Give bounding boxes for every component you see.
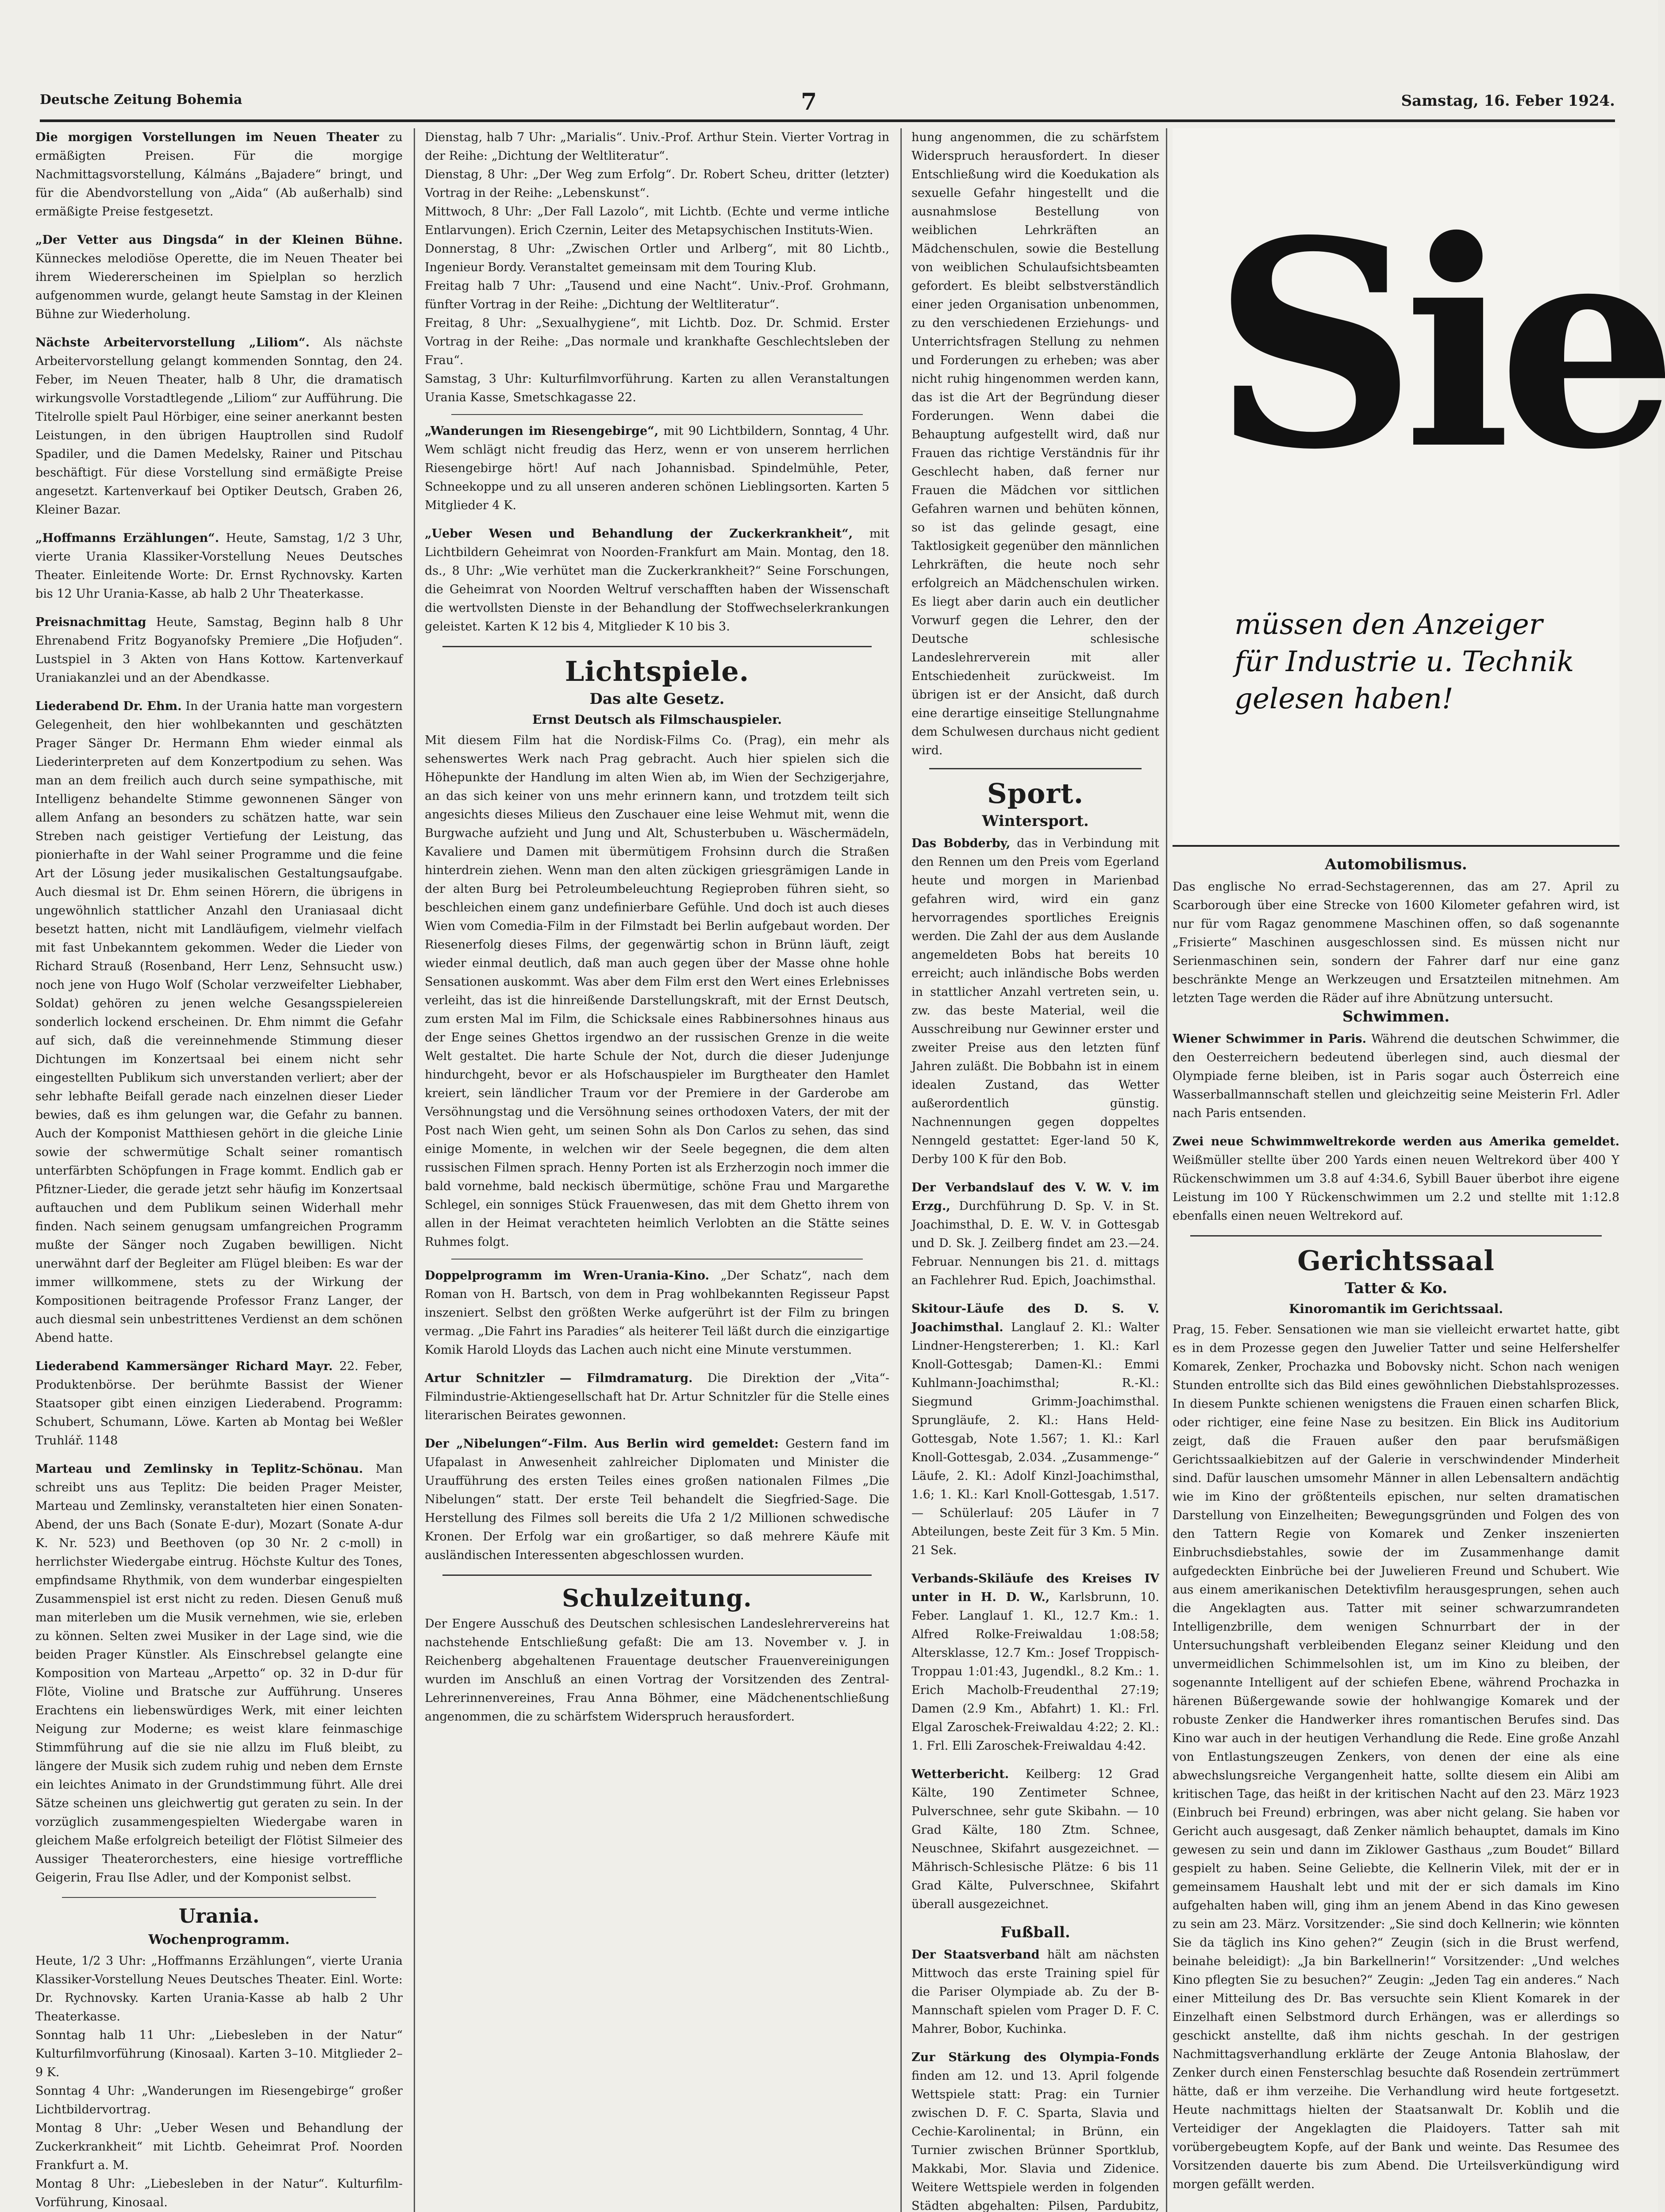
divider bbox=[1190, 1235, 1602, 1237]
article: Artur Schnitzler — Filmdramaturg. Die Direktion der „Vita“-Filmindustrie-Aktiengesellschaft hat Dr. Artur Schnitzler für die Stelle eines literarischen Beirates gewonnen. bbox=[425, 1371, 889, 1422]
section-title-urania: Urania. bbox=[178, 1905, 260, 1928]
article: Die morgigen Vorstellungen im Neuen Theater zu ermäßigten Preisen. Für die morgige Nachmittagsvorstellung, Kálmáns „Bajadere“ bringt, und für die Abendvorstellung von „Aida“ (Ab außerhalb) sind ermäßigte Preise festgesetzt. bbox=[35, 131, 403, 219]
header-masthead: Deutsche Zeitung Bohemia bbox=[40, 92, 242, 108]
article-body: Der Engere Ausschuß des Deutschen schlesischen Landeslehrervereins hat nachstehende Entschließung gefaßt: Die am 13. November v. J. in Reichenberg abgehaltenen Frauentage deutscher Frauenvereinigungen wurden im Anschluß an einen Vortrag der Vorsitzenden des Zentral-Lehrerinnenvereines, Frau Anna Böhmer, eine Mädchenentschließung angenommen, die zu schärfstem Widerspruch herausfordert. bbox=[425, 1617, 889, 1724]
list-item: Dienstag, 8 Uhr: „Der Weg zum Erfolg“. Dr. Robert Scheu, dritter (letzter) Vortrag in der Reihe: „Lebenskunst“. bbox=[425, 168, 889, 200]
list-item: Sonntag 4 Uhr: „Wanderungen im Riesengebirge“ großer Lichtbildervortrag. bbox=[35, 2084, 403, 2116]
column-2 bbox=[425, 128, 889, 2212]
column-rule bbox=[900, 128, 902, 2212]
section-subtitle: Automobilismus. bbox=[1325, 856, 1467, 873]
article: Wetterbericht. Keilberg: 12 Grad Kälte, 190 Zentimeter Schnee, Pulverschnee, sehr gute Skibahn. — 10 Grad Kälte, 180 Ztm. Schnee, Neuschnee, Skifahrt ausgezeichnet. — Mährisch-Schlesische Plätze: 6 bis 11 Grad Kälte, Pulverschnee, Skifahrt überall ausgezeichnet. bbox=[911, 1767, 1159, 1911]
article: „Wanderungen im Riesengebirge“, mit 90 Lichtbildern, Sonntag, 4 Uhr. Wem schlägt nicht freudig das Herz, wenn er von unserem herrlichen Riesengebirge hört! Auf nach Johannisbad. Spindelmühle, Peter, Schneekoppe und zu all unseren anderen schönen Lieblingsorten. Karten 5 Mitglieder 4 K. bbox=[425, 424, 889, 512]
list-item: Donnerstag, 8 Uhr: „Zwischen Ortler und Arlberg“, mit 80 Lichtb., Ingenieur Bordy. Veranstaltet gemeinsam mit dem Touring Klub. bbox=[425, 242, 889, 274]
ad-logo: Sie bbox=[1212, 179, 1665, 511]
section-title-schulzeitung: Schulzeitung. bbox=[562, 1584, 752, 1612]
divider bbox=[929, 768, 1142, 769]
article-body: Das englische No errad-Sechstagerennen, das am 27. April zu Scarborough über eine Strecke von 1600 Kilometer gefahren wird, ist nur für vom Ragaz genommene Maschinen offen, so daß sogenannte „Frisierte“ Maschinen ausgeschlossen sind. Es müssen nicht nur Serienmaschinen sein, sondern der Fahrer darf nur eine ganz beschränkte Menge an Werkzeugen und Ersatzteilen mitnehmen. Am letzten Tage werden die Räder auf ihre Abnützung untersucht. bbox=[1173, 880, 1619, 1005]
column-rule bbox=[414, 128, 415, 2212]
column-1 bbox=[35, 128, 403, 2212]
article: Marteau und Zemlinsky in Teplitz-Schönau. Man schreibt uns aus Teplitz: Die beiden Prager Meister, Marteau und Zemlinsky, veranstalteten hier einen Sonaten-Abend, der uns Bach (Sonate E-dur), Mozart (Sonate A-dur K. Nr. 523) und Beethoven (op 30 Nr. 2 c-moll) in herrlichster Wiedergabe eintrug. Höchste Kultur des Tones, empfindsame Rhythmik, von dem wunderbar eingespielten Zusammenspiel ist erst nicht zu reden. Diesen Genuß muß man miterleben um die Musik vernehmen, wie sie, erleben zu können. Selten zwei Musiker in der Lage sind, wie die beiden Prager Künstler. Als Einschrebsel gelangte eine Komposition von Marteau „Arpetto“ op. 32 in D-dur für Flöte, Violine und Bratsche zur Aufführung. Unseres Erachtens ein liebenswürdiges Werk, mit einer leichten Neigung zur Moderne; es weist klare feinmaschige Stimmführung auf die sie nie allzu im Fluß bleibt, zu längere der Musik sich zudem ruhig und neben dem Ernste ein leichtes Animato in der Grundstimmung führt. Alle drei Sätze scheinen uns gleichwertig gut geraten zu sein. In der vorzüglich zusammengespielten Wiedergabe waren in gleichem Maße erfolgreich beteiligt der Flötist Silmeier des Aussiger Theaterorchesters, eine hiesige vortreffliche Geigerin, Frau Ilse Adler, und der Komponist selbst. bbox=[35, 1462, 403, 1885]
page-header bbox=[40, 88, 1615, 122]
article: Zwei neue Schwimmweltrekorde werden aus Amerika gemeldet. Weißmüller stellte über 200 Yards einen neuen Weltrekord über 400 Y Rückenschwimmen um 3.8 auf 4:34.6, Sybill Bauer überbot ihre eigene Leistung im 100 Y Rückenschwimmen um 2.2 und stellte mit 1:12.8 ebenfalls einen neuen Weltrekord auf. bbox=[1173, 1135, 1619, 1223]
article-body: hung angenommen, die zu schärfstem Widerspruch herausfordert. In dieser Entschließung wird die Koedukation als sexuelle Gefahr hingestellt und die ausnahmslose Bestellung von weiblichen Lehrkräften an Mädchenschulen, sowie die Bestellung von weiblichen Schulaufsichtsbeamten gefordert. Es bleibt selbstverständlich einer jeden Organisation unbenommen, zu den verschiedenen Erziehungs- und Unterrichtsfragen Stellung zu nehmen und Forderungen zu erheben; was aber nicht ruhig hingenommen werden kann, das ist die Art der Begründung dieser Forderungen. Wenn dabei die Behauptung aufgestellt wird, daß nur Frauen das richtige Verständnis für ihr Geschlecht haben, daß ferner nur Frauen die Mädchen vor sittlichen Gefahren warnen und behüten können, so ist das gelinde gesagt, eine Taktlosigkeit gegenüber den männlichen Lehrkräften, die heute noch sehr erfolgreich an Mädchenschulen wirken. Es liegt aber darin auch ein deutlicher Vorwurf gegen die Lehrer, den der Deutsche schlesische Landeslehrerverein mit aller Entschiedenheit zurückweist. Im übrigen ist er der Ansicht, daß durch eine derartige einseitige Stellungnahme dem Schulwesen durchaus nicht gedient wird. bbox=[911, 131, 1159, 757]
divider bbox=[442, 646, 872, 647]
list-item: Montag 8 Uhr: „Ueber Wesen und Behandlung der Zuckerkrankheit“ mit Lichtb. Geheimrat Prof. Noorden Frankfurt a. M. bbox=[35, 2121, 403, 2172]
column-4 bbox=[1173, 128, 1665, 2212]
article-title: Das alte Gesetz. bbox=[589, 690, 725, 708]
divider bbox=[451, 1259, 863, 1260]
section-title-sport: Sport. bbox=[987, 777, 1084, 810]
divider bbox=[62, 1897, 376, 1898]
list-item: Freitag halb 7 Uhr: „Tausend und eine Nacht“. Univ.-Prof. Grohmann, fünfter Vortrag in der Reihe: „Dichtung der Weltliteratur“. bbox=[425, 279, 889, 311]
article-body: Mit diesem Film hat die Nordisk-Films Co. (Prag), ein mehr als sehenswertes Werk nach Prag gebracht. Auch hier spielen sich die Höhepunkte der Handlung im alten Wien ab, im Wien der Sechzigerjahre, an das sich keiner von uns mehr erinnern kann, und trotzdem teilt sich angesichts dieses Milieus den Zuschauer eine leise Wehmut mit, wenn die Burgwache aufzieht und Jung und Alt, Schusterbuben u. Wäschermädeln, Kavaliere und Damen mit übermütigem Frohsinn durch die Straßen hinterdrein ziehen. Wenn man den alten zückigen griesgrämigen Lande in der alten Burg bei Petroleumbeleuchtung Regieproben führen sieht, so beschleichen einem ganz undefinierbare Gefühle. Und doch ist auch dieses Wien vom Comedia-Film in der Filmstadt bei Berlin aufgebaut worden. Der Riesenerfolg dieses Films, der gegenwärtig schon in Brünn läuft, zeigt wieder einmal deutlich, daß man auch gegen über der Masse ohne hohle Sensationen auskommt. Was aber dem Film erst den Wert eines Erlebnisses verleiht, das ist die hinreißende Darstellungskraft, mit der Ernst Deutsch, zum ersten Mal im Film, die Schicksale eines Rabbinersohnes hinaus aus der Enge seines Ghettos irgendwo an der russischen Grenze in die weite Welt gestaltet. Die harte Schule der Not, durch die dieser Judenjunge hindurchgeht, bevor er als Hofschauspieler im Burgtheater den Hamlet kreiert, sein ländlicher Traum vor der Premiere in der Garderobe am Versöhnungstag und die Versöhnung seines orthodoxen Vaters, der mit der Post nach Wien geht, um seinen Sohn als Don Carlos zu sehen, das sind einige Momente, in welchen wir der Seele begegnen, die dem alten russischen Filmen sprach. Henny Porten ist als Erzherzogin noch immer die bald vornehme, bald neckisch übermütige, schöne Frau und Margarethe Schlegel, ein sonniges Stück Frauenwesen, das mit dem Ghetto ihrem von allen in der Heimat verachteten heimlich Verlobten an die Stätte seines Ruhmes folgt. bbox=[425, 733, 889, 1249]
article: Zur Stärkung des Olympia-Fonds finden am 12. und 13. April folgende Wettspiele statt: Prag: ein Turnier zwischen D. F. C. Sparta, Slavia und Cechie-Karolinental; in Brünn, ein Turnier zwischen Brünner Sportklub, Makkabi, Mor. Slavia und Zidenice. Weitere Wettspiele werden in folgenden Städten abgehalten: Pilsen, Pardubitz, bbox=[911, 2051, 1159, 2212]
divider bbox=[442, 1575, 872, 1576]
article: Verbands-Skiläufe des Kreises IV unter in H. D. W., Karlsbrunn, 10. Feber. Langlauf 1. Kl., 12.7 Km.: 1. Alfred Rolke-Freiwaldau 1:08:58; Altersklasse, 12.7 Km.: Josef Troppisch-Troppau 1:01:43, Jugendkl., 8.2 Km.: 1. Erich Macholb-Freudenthal 27:19; Damen (2.9 Km., Abfahrt) 1. Kl.: Frl. Elgal Zaroschek-Freiwaldau 4:22; 2. Kl.: 1. Frl. Elli Zaroschek-Freiwaldau 4:42. bbox=[911, 1572, 1159, 1753]
section-subtitle: Wochenprogramm. bbox=[148, 1932, 290, 1947]
article: Skitour-Läufe des D. S. V. Joachimsthal. Langlauf 2. Kl.: Walter Lindner-Hengstererben; 1. Kl.: Karl Knoll-Gottesgab; Damen-Kl.: Emmi Kuhlmann-Joachimsthal; R.-Kl.: Siegmund Grimm-Joachimsthal. Sprungläufe, 2. Kl.: Hans Held-Gottesgab, Note 1.567; 1. Kl.: Karl Knoll-Gottesgab, 2.034. „Zusammenge-“ Läufe, 2. Kl.: Adolf Kinzl-Joachimsthal, 1.6; 1. Kl.: Karl Knoll-Gottesgab, 1.517. — Schülerlauf: 205 Läufer in 7 Abteilungen, beste Zeit für 3 Km. 5 Min. 21 Sek. bbox=[911, 1302, 1159, 1557]
article: Der „Nibelungen“-Film. Aus Berlin wird gemeldet: Gestern fand im Ufapalast in Anwesenheit zahlreicher Diplomaten und Minister die Uraufführung des ersten Teiles eines großen nationalen Filmes „Die Nibelungen“ statt. Der erste Teil behandelt die Siegfried-Sage. Die Herstellung des Filmes soll bereits die Ufa 2 1/2 Millionen schwedische Kronen. Der Erfolg war ein großartiger, so daß mehrere Käufe mit ausländischen Interessenten abgeschlossen wurden. bbox=[425, 1437, 889, 1562]
article-title: Tatter & Ko. bbox=[1344, 1279, 1448, 1297]
advertisement bbox=[1173, 128, 1665, 847]
page-number: 7 bbox=[801, 88, 817, 115]
article: Preisnachmittag Heute, Samstag, Beginn halb 8 Uhr Ehrenabend Fritz Bogyanofsky Premiere „Die Hofjuden“. Lustspiel in 3 Akten von Hans Kottow. Kartenverkauf Uraniakanzlei und an der Abendkasse. bbox=[35, 615, 403, 685]
section-title-gerichtssaal: Gerichtssaal bbox=[1297, 1244, 1495, 1277]
article: Der Verbandslauf des V. W. V. im Erzg., Durchführung D. Sp. V. in St. Joachimsthal, D. E. W. V. in Gottesgab und D. Sk. J. Zeilberg findet am 23.—24. Februar. Nennungen bis 21. d. mittags an Fachlehrer Rud. Epich, Joachimsthal. bbox=[911, 1181, 1159, 1287]
article: Der Staatsverband hält am nächsten Mittwoch das erste Training spiel für die Pariser Olympiade ab. Zu der B-Mannschaft spielen vom Prager D. F. C. Mahrer, Bobor, Kuchinka. bbox=[911, 1948, 1159, 2036]
list-item: Heute, 1/2 3 Uhr: „Hoffmanns Erzählungen“, vierte Urania Klassiker-Vorstellung Neues Deutsches Theater. Einl. Worte: Dr. Rychnovsky. Karten Urania-Kasse ab halb 2 Uhr Theaterkasse. bbox=[35, 1954, 403, 2024]
list-item: Montag 8 Uhr: „Liebesleben in der Natur“. Kulturfilm-Vorführung, Kinosaal. bbox=[35, 2177, 403, 2209]
article: Liederabend Dr. Ehm. In der Urania hatte man vorgestern Gelegenheit, den hier wohlbekannten und geschätzten Prager Sänger Dr. Hermann Ehm wieder einmal als Liederinterpreten auf dem Konzertpodium zu sehen. Was man an dem freilich auch durch seine sympathische, mit Intelligenz behandelte Stimme gewonnenen Sänger von allem Anfang an besonders zu schätzen hatte, war sein Streben nach geistiger Vertiefung der Leistung, das pionierhafte in der Wahl seiner Programme und die feine Art der Lösung jeder musikalischen Gestaltungsaufgabe. Auch diesmal ist Dr. Ehm seinen Hörern, die übrigens in ungewöhnlich stattlicher Anzahl den Uraniasaal dicht besetzt hatten, nicht mit Landläufigem, vielmehr vielfach mit fast Unbekanntem gekommen. Weder die Lieder von Richard Strauß (Rosenband, Herr Lenz, Sehnsucht usw.) noch jene von Hugo Wolf (Scholar verzweifelter Liebhaber, Soldat) gehören zu jenen welche Gesangsspielereien sonderlich lockend erscheinen. Dr. Ehm nimmt die Gefahr auf sich, daß die vereinnehmende Stimmung dieser Dichtungen im Konzertsaal bei einem nicht sehr eingestellten Publikum sich unverstanden verliert; aber der sehr lebhafte Beifall gerade nach einzelnen dieser Lieder bewies, daß es ihm gelungen war, die Gefahr zu bannen. Auch der Komponist Matthiesen gehört in die gleiche Linie sowie der schwermütige Schalt seiner romantisch unterfärbten Schöpfungen in Frage kommt. Endlich gab er Pfitzner-Lieder, die gerade jetzt sehr häufig im Konzertsaal auftauchen und dem Publikum seinen Widerhall mehr finden. Nach seinem genugsam umfangreichen Programm mußte der Sänger noch Zugaben bewilligen. Nicht unerwähnt darf der Begleiter am Flügel bleiben: Es war der immer willkommene, stets zu der Wirkung der Kompositionen beitragende Professor Franz Langer, der auch diesmal sein unbestrittenes Verdienst an dem schönen Abend hatte. bbox=[35, 699, 403, 1345]
article: Wiener Schwimmer in Paris. Während die deutschen Schwimmer, die den Oesterreichern bedeutend überlegen sind, auch diesmal der Olympiade ferne bleiben, ist in Paris sogar auch Österreich eine Wasserballmannschaft stellen und gleichzeitig seine Meisterin Frl. Adler nach Paris entsenden. bbox=[1173, 1032, 1619, 1120]
section-subtitle: Wintersport. bbox=[982, 812, 1089, 830]
list-item: Mittwoch, 8 Uhr: „Der Fall Lazolo“, mit Lichtb. (Echte und verme intliche Entlarvungen). Erich Czernin, Leiter des Metapsychischen Instituts-Wien. bbox=[425, 205, 889, 237]
article: Nächste Arbeitervorstellung „Liliom“. Als nächste Arbeitervorstellung gelangt kommenden Sonntag, den 24. Feber, im Neuen Theater, halb 8 Uhr, die dramatisch wirkungsvolle Vorstadtlegende „Liliom“ zur Aufführung. Die Titelrolle spielt Paul Hörbiger, eine seiner anerkannt besten Leistungen, in den übrigen Hauptrollen sind Rudolf Spadiler, und die Damen Medelsky, Rainer und Pitschau beschäftigt. Für diese Vorstellung sind ermäßigte Preise angesetzt. Kartenverkauf bei Optiker Deutsch, Graben 26, Kleiner Bazar. bbox=[35, 336, 403, 517]
article: „Der Vetter aus Dingsda“ in der Kleinen Bühne. Künneckes melodiöse Operette, die im Neuen Theater bei ihrem Wiedererscheinen im Spielplan so herzlich aufgenommen wurde, gelangt heute Samstag in der Kleinen Bühne zur Wiederholung. bbox=[35, 233, 403, 321]
article: Liederabend Kammersänger Richard Mayr. 22. Feber, Produktenbörse. Der berühmte Bassist der Wiener Staatsoper gibt einen einzigen Liederabend. Programm: Schubert, Schumann, Löwe. Karten ab Montag bei Weßler Truhlář. 1148 bbox=[35, 1359, 403, 1448]
section-subtitle: Schwimmen. bbox=[1342, 1008, 1450, 1025]
divider bbox=[451, 414, 863, 415]
article: „Ueber Wesen und Behandlung der Zuckerkrankheit“, mit Lichtbildern Geheimrat von Noorden-Frankfurt am Main. Montag, den 18. ds., 8 Uhr: „Wie verhütet man die Zuckerkrankheit?“ Seine Forschungen, die Geheimrat von Noorden Weltruf verschafften haben der Wissenschaft die wertvollsten Dienste in der Behandlung der Stoffwechselerkrankungen geleistet. Karten K 12 bis 4, Mitglieder K 10 bis 3. bbox=[425, 527, 889, 634]
list-item: Dienstag, halb 7 Uhr: „Marialis“. Univ.-Prof. Arthur Stein. Vierter Vortrag in der Reihe: „Dichtung der Weltliteratur“. bbox=[425, 131, 889, 163]
column-3 bbox=[911, 128, 1159, 2212]
list-item: Freitag, 8 Uhr: „Sexualhygiene“, mit Lichtb. Doz. Dr. Schmid. Erster Vortrag in der Reihe: „Das normale und krankhafte Geschlechtsleben der Frau“. bbox=[425, 316, 889, 367]
column-rule bbox=[1166, 128, 1167, 2212]
ad-slogan: müssen den Anzeiger für Industrie u. Technik gelesen haben! bbox=[1234, 608, 1574, 715]
list-item: Sonntag halb 11 Uhr: „Liebesleben in der Natur“ Kulturfilmvorführung (Kinosaal). Karten 3–10. Mitglieder 2–9 K. bbox=[35, 2028, 403, 2079]
section-subtitle: Fußball. bbox=[1000, 1924, 1070, 1941]
article: Das Bobderby, das in Verbindung mit den Rennen um den Preis vom Egerland heute und morgen in Marienbad gefahren wird, wird ein ganz hervorragendes sportliches Ereignis werden. Die Zahl der aus dem Auslande angemeldeten Bobs hat bereits 10 erreicht; auch inländische Bobs werden in stattlicher Anzahl vertreten sein, u. zw. das beste Material, weil die Ausschreibung nur Gewinner erster und zweiter Preise aus den letzten fünf Jahren zuläßt. Die Bobbahn ist in einem idealen Zustand, das Wetter außerordentlich günstig. Nachnennungen gegen doppeltes Nenngeld gestattet: Eger-land 50 K, Derby 100 K für den Bob. bbox=[911, 837, 1160, 1166]
article-body: Prag, 15. Feber. Sensationen wie man sie vielleicht erwartet hatte, gibt es in dem Prozesse gegen den Juwelier Tatter und seine Helfershelfer Komarek, Zenker, Prochazka und Bobovsky nicht. Schon nach wenigen Stunden entrollte sich das Bild eines gewöhnlichen Diebstahlsprozesses. In diesem Punkte schienen wenigstens die Frauen einen scharfen Blick, oder richtiger, eine feine Nase zu besitzen. Ein Blick ins Auditorium zeigt, daß die Frauen außer den paar berufsmäßigen Gerichtssaalkiebitzen auf der Galerie in verschwindender Minderheit sind. Dafür lauschen umsomehr Männer in allen Lebensaltern andächtig wie im Kino der größtenteils epischen, nur selten dramatischen Darstellung von Einzelheiten; Bewegungsgründen und Folgen des von den Tattern Regie von Komarek und Zenker inszenierten Einbruchsdiebstahles, sowie der im Zusammenhange damit aufgedeckten Einbrüche bei der Juwelieren Freund und Schubert. Wie aus einem amerikanischen Detektivfilm herausgesprungen, sehen auch die Angeklagten aus. Tatter mit seiner schwarzumrandeten Intelligenzbrille, dem wenigen Schnurrbart der in der Untersuchungshaft verbleibenden Eleganz seiner Kleidung und den unvermeidlichen Schimmelsohlen ist, um im Kino zu bleiben, der sogenannte Intelligent auf der schiefen Ebene, während Prochazka in härenen Büßergewande sowie der hohlwangige Komarek und der robuste Zenker die Handwerker ihres romantischen Berufes sind. Das Kino war auch in der heutigen Verhandlung die Rede. Eine große Anzahl von Entlastungszeugen Zenkers, von denen der eine als eine abwechslungsreiche Vergangenheit hatte, sollte diesem ein Alibi am kritischen Tage, das heißt in der kritischen Nacht auf den 23. März 1923 (Einbruch bei Freund) erbringen, was aber nicht gelang. Sie haben vor Gericht auch ausgesagt, daß Zenker nämlich behauptet, damals im Kino gewesen zu sein und dann im Ziklower Gasthaus „zum Boudet“ Billard gespielt zu haben. Seine Geliebte, die Kellnerin Vilek, mit der er in gemeinsamem Haushalt lebt und mit der er sich damals im Kino aufgehalten haben will, ging ihm an jenem Abend in das Kino gewesen zu sein am 23. März. Vorsitzender: „Sie sind doch Kellnerin; wie könnten Sie da täglich ins Kino gehen?“ Zeugin (sich in die Brust werfend, beinahe beleidigt): „Ja bin Barkellnerin!“ Vorsitzender: „Und welches Kino pflegten Sie zu besuchen?“ Zeugin: „Jeden Tag ein anderes.“ Nach einer Mitteilung des Dr. Bas versuchte sein Klient Komarek in der Einzelhaft einen Selbstmord durch Erhängen, was er allerdings so geschickt anstellte, daß ihm nichts geschah. In der gestrigen Nachmittagsverhandlung erklärte der Zeuge Antonia Blahoslaw, der Zenker durch einen Fensterschlag besuchte daß Rosendein zertrümmert hätte, daß er ihm verzeihe. Die Verhandlung wird heute fortgesetzt. Heute nachmittags hielten der Staatsanwalt Dr. Koblih und die Verteidiger der Angeklagten die Plaidoyers. Tatter sah mit vorübergebeugtem Kopfe, auf der Bank und weinte. Das Resumee des Vorsitzenden dauerte bis zum Abend. Die Urteilsverkündigung wird morgen gefällt werden. bbox=[1173, 1323, 1619, 2191]
article-byline: Ernst Deutsch als Filmschauspieler. bbox=[532, 712, 782, 727]
list-item: Samstag, 3 Uhr: Kulturfilmvorführung. Karten zu allen Veranstaltungen Urania Kasse, Smetschkagasse 22. bbox=[425, 372, 889, 404]
header-date: Samstag, 16. Feber 1924. bbox=[1401, 92, 1615, 110]
article-byline: Kinoromantik im Gerichtssaal. bbox=[1289, 1302, 1503, 1316]
section-title-lichtspiele: Lichtspiele. bbox=[565, 655, 750, 687]
article: „Hoffmanns Erzählungen“. Heute, Samstag, 1/2 3 Uhr, vierte Urania Klassiker-Vorstellung Neues Deutsches Theater. Einleitende Worte: Dr. Ernst Rychnovsky. Karten bis 12 Uhr Urania-Kasse, ab halb 2 Uhr Theaterkasse. bbox=[35, 531, 403, 601]
article: Doppelprogramm im Wren-Urania-Kino. „Der Schatz“, nach dem Roman von H. Bartsch, von dem in Prag wohlbekannten Regisseur Papst inszeniert. Selbst den größten Werke aufgerührt ist der Film zu bringen vermag. „Die Fahrt ins Paradies“ als heiterer Teil läßt durch die einzigartige Komik Harold Lloyds das Lachen auch nicht eine Minute verstummen. bbox=[425, 1269, 889, 1357]
